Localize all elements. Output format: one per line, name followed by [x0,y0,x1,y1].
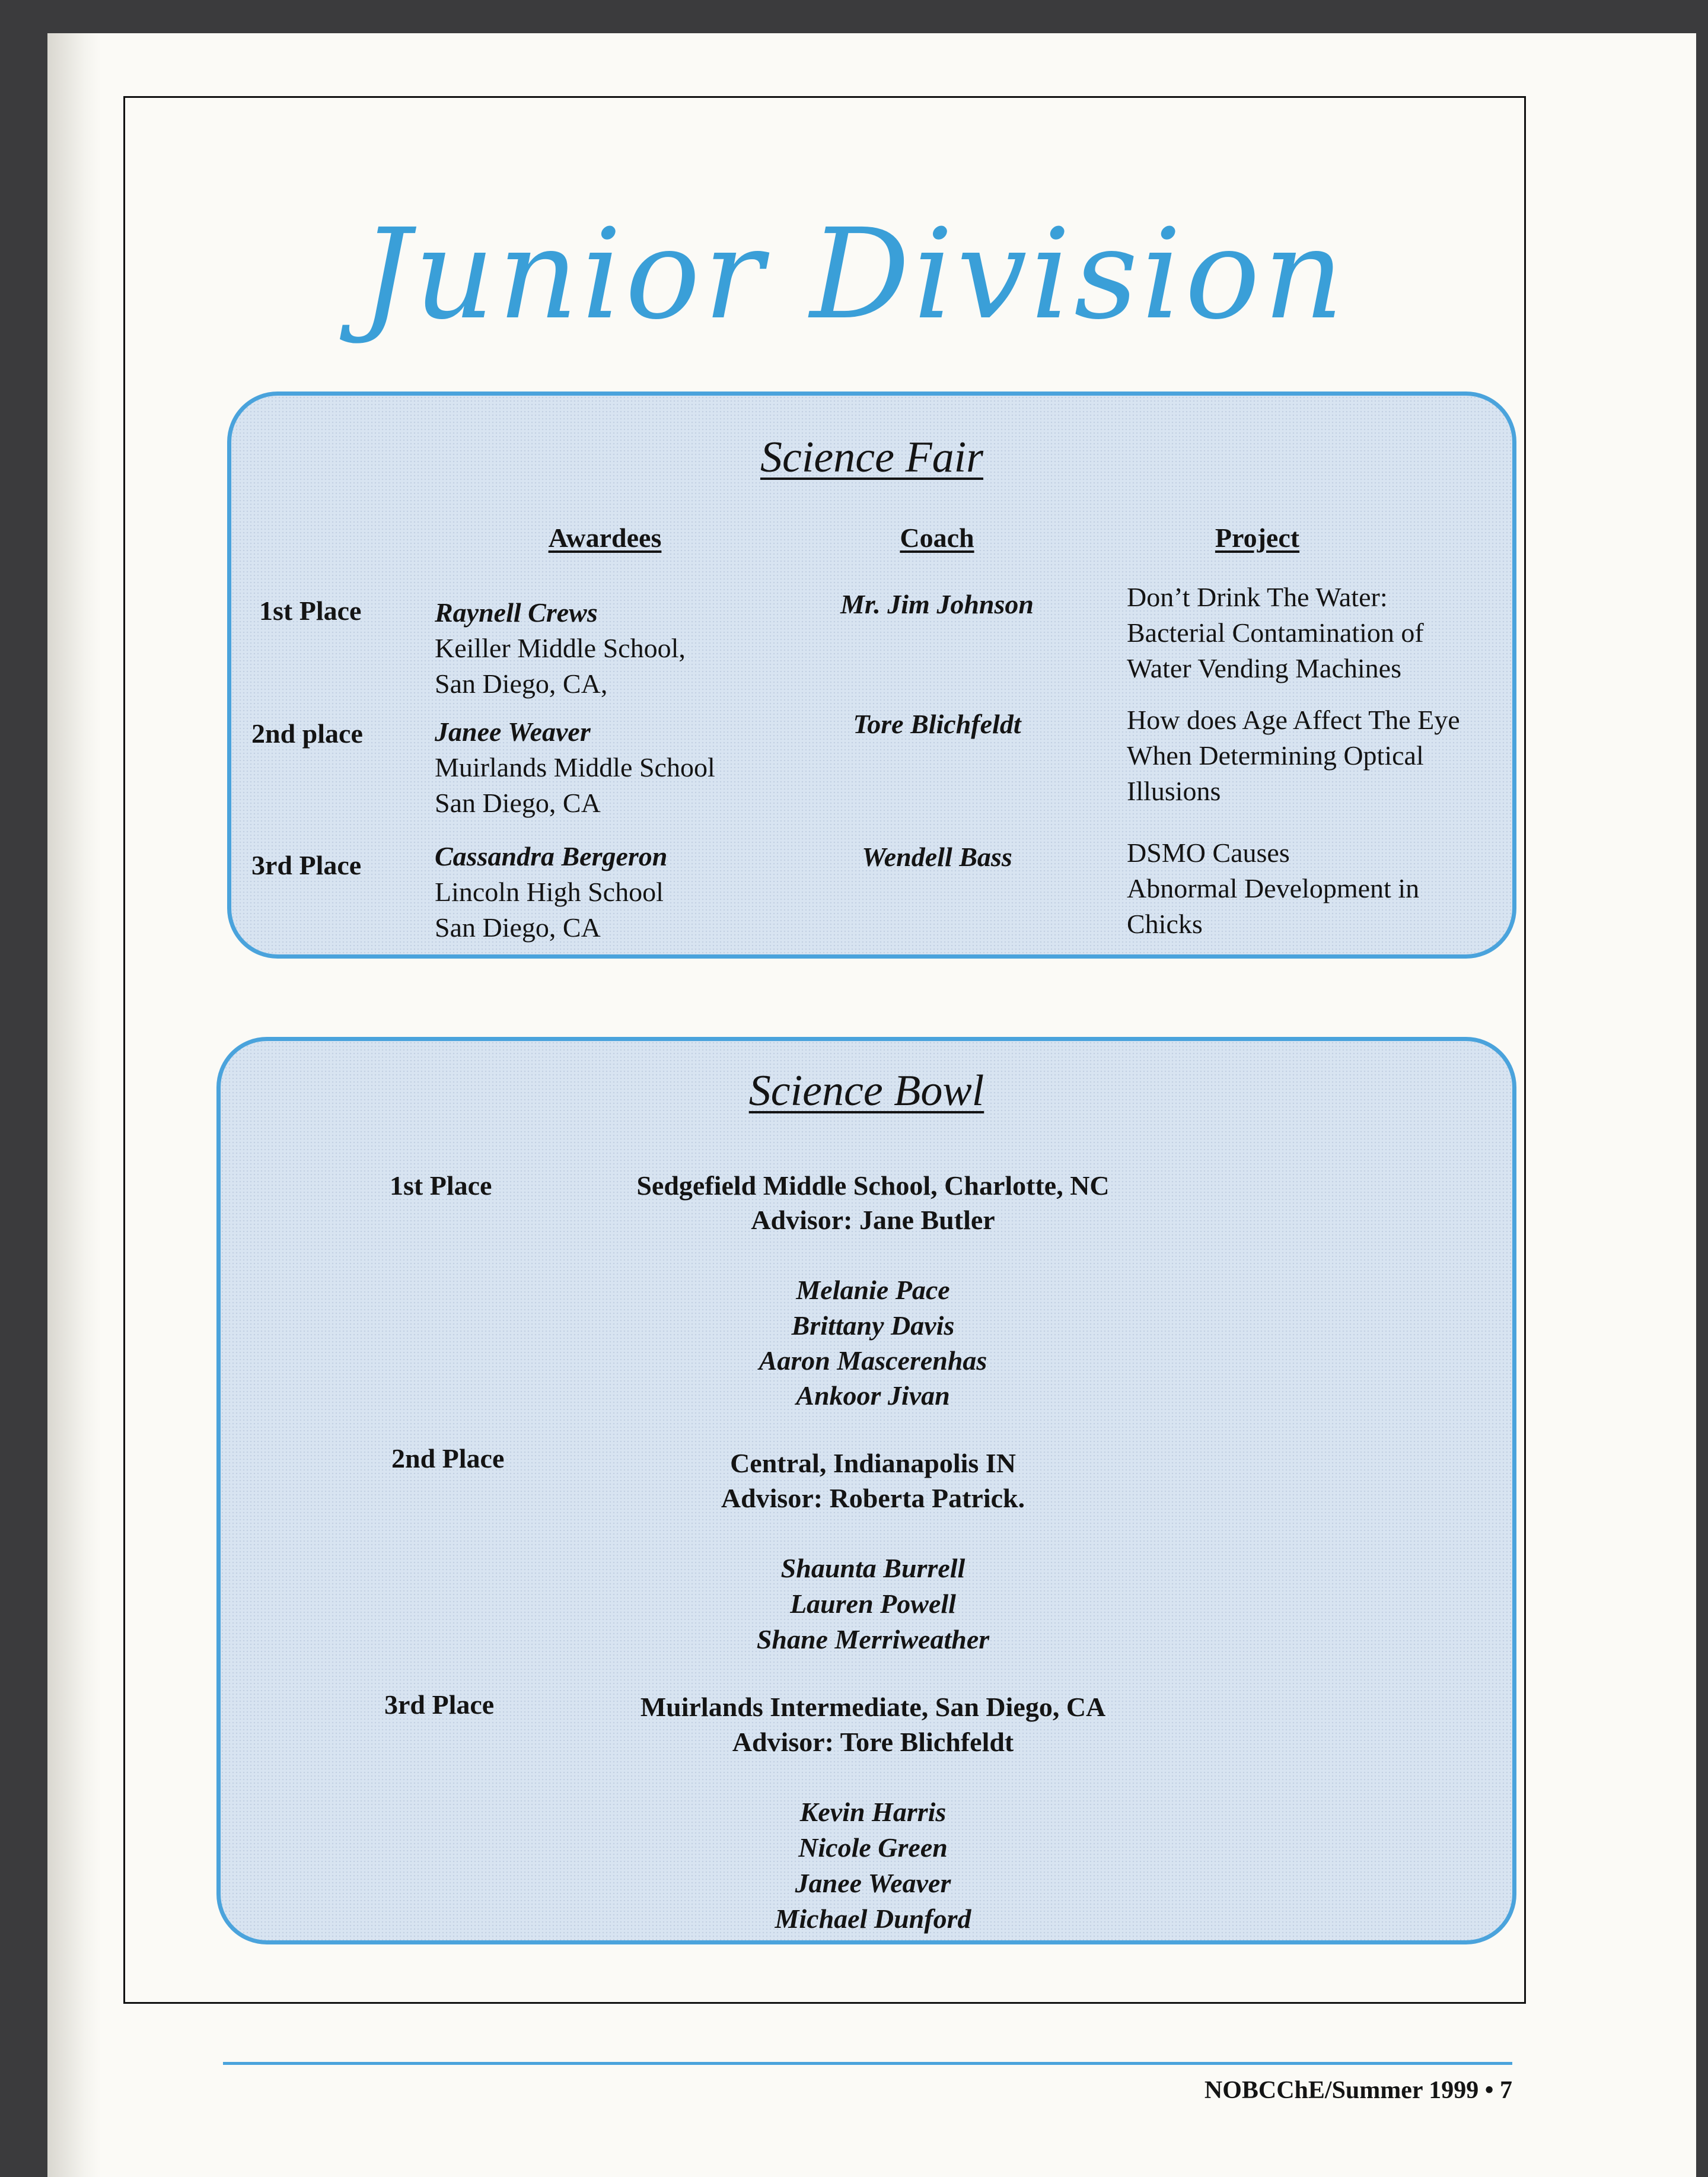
science-fair-heading: Science Fair [760,433,983,482]
bowl-member-1-2: Brittany Davis [791,1310,955,1341]
fair-coach-2: Tore Blichfeldt [853,709,1021,739]
bowl-advisor-3: Advisor: Tore Blichfeldt [732,1727,1014,1757]
fair-project-3-line-1: DSMO Causes [1127,838,1290,868]
fair-awardee-city-1: San Diego, CA, [435,669,608,699]
bowl-advisor-1: Advisor: Jane Butler [751,1205,995,1235]
fair-project-2-line-2: When Determining Optical [1127,740,1424,771]
bowl-member-1-4: Ankoor Jivan [796,1380,950,1411]
fair-place-2: 2nd place [251,718,363,749]
science-bowl-heading: Science Bowl [748,1067,984,1115]
fair-project-2-line-3: Illusions [1127,776,1221,806]
science-bowl-panel [216,1037,1516,1944]
bowl-member-2-1: Shaunta Burrell [780,1553,965,1583]
fair-project-1-line-2: Bacterial Contamination of [1127,618,1424,648]
bowl-member-3-4: Michael Dunford [775,1904,971,1934]
fair-coach-3: Wendell Bass [862,842,1012,872]
fair-awardee-name-3: Cassandra Bergeron [435,841,668,871]
page-footer: NOBCChE/Summer 1999 • 7 [1204,2077,1512,2104]
fair-place-3: 3rd Place [251,850,362,880]
bowl-member-1-3: Aaron Mascerenhas [759,1345,987,1376]
fair-awardee-name-2: Janee Weaver [435,717,591,747]
fair-project-2-line-1: How does Age Affect The Eye [1127,705,1460,735]
fair-awardee-school-3: Lincoln High School [435,877,664,907]
fair-awardee-school-2: Muirlands Middle School [435,752,715,782]
page-title: Junior Division [361,202,1347,347]
fair-coach-1: Mr. Jim Johnson [840,589,1034,619]
bowl-member-3-3: Janee Weaver [795,1868,951,1898]
coach-column-header: Coach [900,523,974,553]
bowl-school-3: Muirlands Intermediate, San Diego, CA [640,1692,1106,1722]
bowl-member-2-2: Lauren Powell [790,1589,956,1619]
fair-awardee-city-3: San Diego, CA [435,912,601,943]
fair-place-1: 1st Place [259,596,362,626]
fair-project-1-line-3: Water Vending Machines [1127,653,1401,683]
bowl-member-1-1: Melanie Pace [796,1275,950,1305]
project-column-header: Project [1215,523,1300,553]
fair-awardee-name-1: Raynell Crews [435,597,598,628]
fair-project-3-line-3: Chicks [1127,909,1203,939]
awardees-column-header: Awardees [548,523,662,553]
bowl-place-1: 1st Place [390,1170,492,1201]
bowl-member-3-2: Nicole Green [798,1832,948,1863]
fair-awardee-school-1: Keiller Middle School, [435,633,686,663]
fair-project-1-line-1: Don’t Drink The Water: [1127,582,1388,612]
bowl-place-2: 2nd Place [391,1443,505,1473]
bowl-member-2-3: Shane Merriweather [756,1624,990,1654]
fair-awardee-city-2: San Diego, CA [435,788,601,818]
bowl-member-3-1: Kevin Harris [799,1797,947,1827]
bowl-place-3: 3rd Place [384,1689,495,1720]
bowl-school-1: Sedgefield Middle School, Charlotte, NC [636,1170,1110,1201]
footer-rule [223,2062,1512,2065]
fair-project-3-line-2: Abnormal Development in [1127,873,1420,903]
bowl-school-2: Central, Indianapolis IN [730,1448,1016,1478]
science-fair-panel [227,392,1516,959]
bowl-advisor-2: Advisor: Roberta Patrick. [721,1483,1025,1513]
